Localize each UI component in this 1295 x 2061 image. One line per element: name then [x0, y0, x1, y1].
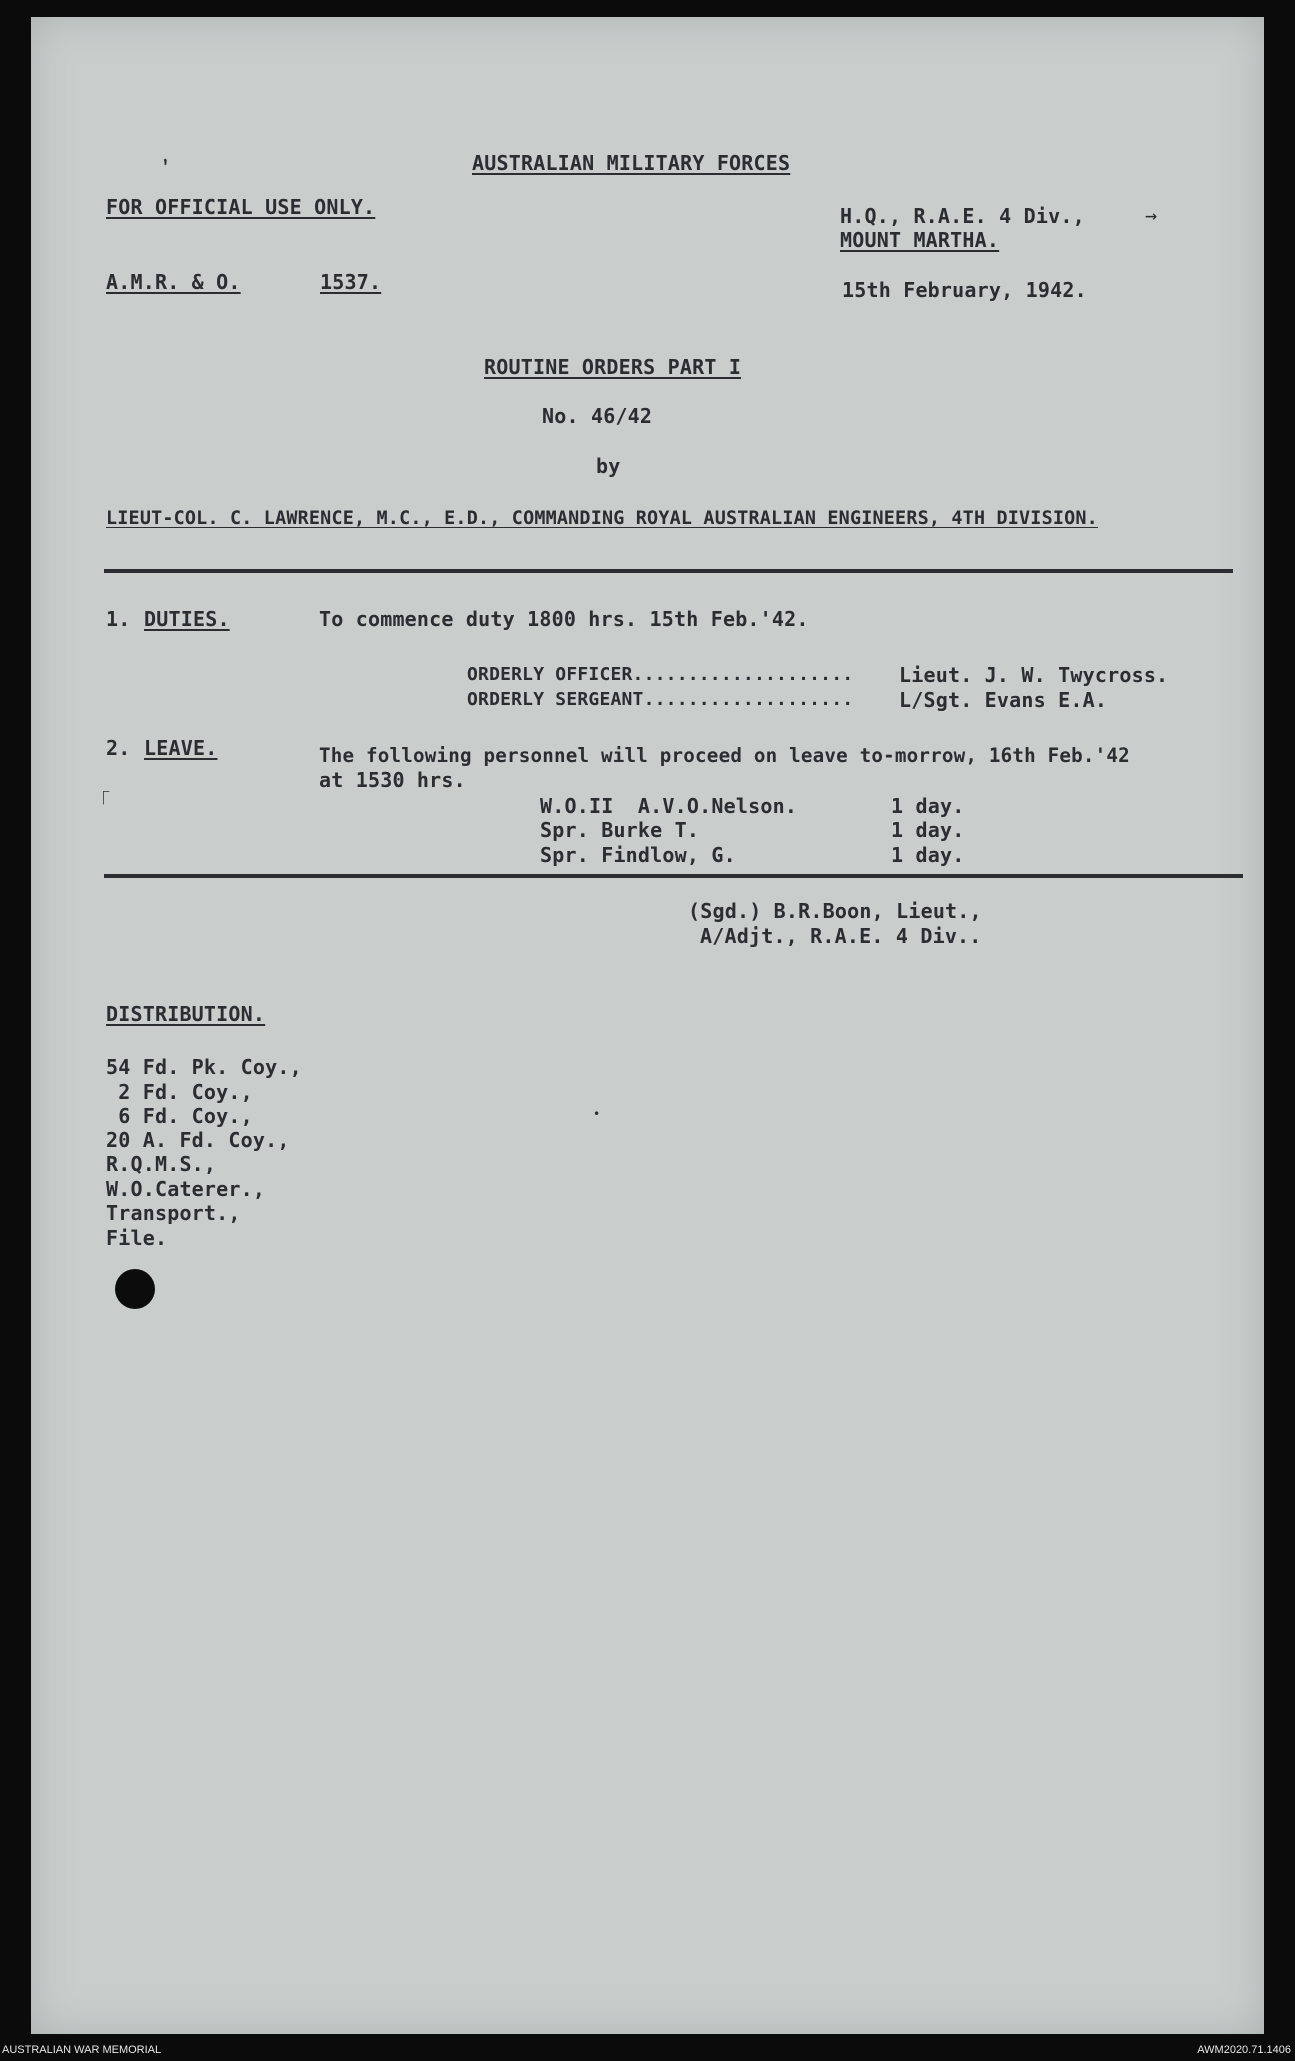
orderly-sergeant-name: L/Sgt. Evans E.A.	[899, 688, 1108, 712]
ink-mark: •	[593, 1107, 601, 1121]
ink-mark: ’	[157, 153, 177, 181]
personnel-days: 1 day.	[891, 843, 965, 867]
orders-number: No. 46/42	[542, 404, 653, 428]
distribution-item: File.	[106, 1226, 168, 1250]
punch-hole	[115, 1269, 155, 1309]
leave-text-2: at 1530 hrs.	[319, 768, 466, 792]
distribution-item: Transport.,	[106, 1201, 241, 1225]
classification: FOR OFFICIAL USE ONLY.	[106, 195, 376, 219]
personnel-name: Spr. Burke T.	[540, 818, 700, 842]
commanding-officer: LIEUT-COL. C. LAWRENCE, M.C., E.D., COMMANDING ROYAL AUSTRALIAN ENGINEERS, 4TH DIVISION.	[106, 508, 1098, 529]
document-page	[31, 17, 1264, 2034]
distribution-item: 2 Fd. Coy.,	[106, 1080, 253, 1104]
personnel-days: 1 day.	[891, 818, 965, 842]
amr-reference: A.M.R. & O.	[106, 270, 241, 294]
amr-number: 1537.	[320, 270, 382, 294]
personnel-name: W.O.II A.V.O.Nelson.	[540, 794, 798, 818]
duties-heading: DUTIES.	[144, 607, 230, 631]
orders-by: by	[596, 454, 621, 478]
distribution-heading: DISTRIBUTION.	[106, 1002, 266, 1026]
orderly-officer-name: Lieut. J. W. Twycross.	[899, 663, 1169, 687]
orders-title: ROUTINE ORDERS PART I	[484, 355, 742, 379]
duties-number: 1.	[106, 607, 131, 631]
orderly-sergeant-label: ORDERLY SERGEANT...................	[467, 689, 854, 710]
ink-mark: 「	[90, 789, 110, 813]
signature-line-1: (Sgd.) B.R.Boon, Lieut.,	[688, 899, 982, 923]
personnel-name: Spr. Findlow, G.	[540, 843, 736, 867]
document-date: 15th February, 1942.	[842, 278, 1087, 302]
archive-reference: AWM2020.71.1406	[1197, 2044, 1291, 2056]
distribution-item: 20 A. Fd. Coy.,	[106, 1128, 290, 1152]
distribution-item: 54 Fd. Pk. Coy.,	[106, 1055, 302, 1079]
leave-number: 2.	[106, 736, 131, 760]
hq-line-1: H.Q., R.A.E. 4 Div.,	[840, 204, 1085, 228]
ink-mark: →	[1145, 203, 1158, 227]
distribution-item: W.O.Caterer.,	[106, 1177, 266, 1201]
signature-line-2: A/Adjt., R.A.E. 4 Div..	[700, 924, 982, 948]
divider-bottom	[104, 874, 1243, 878]
leave-heading: LEAVE.	[144, 736, 218, 760]
personnel-days: 1 day.	[891, 794, 965, 818]
hq-line-2: MOUNT MARTHA.	[840, 228, 1000, 252]
forces-heading: AUSTRALIAN MILITARY FORCES	[472, 151, 791, 175]
distribution-item: 6 Fd. Coy.,	[106, 1104, 253, 1128]
orderly-officer-label: ORDERLY OFFICER....................	[467, 664, 854, 685]
archive-credit: AUSTRALIAN WAR MEMORIAL	[2, 2044, 162, 2056]
divider-top	[104, 569, 1233, 573]
distribution-item: R.Q.M.S.,	[106, 1152, 217, 1176]
leave-text-1: The following personnel will proceed on leave to-morrow, 16th Feb.'42	[319, 744, 1130, 767]
duties-text: To commence duty 1800 hrs. 15th Feb.'42.	[319, 607, 809, 631]
